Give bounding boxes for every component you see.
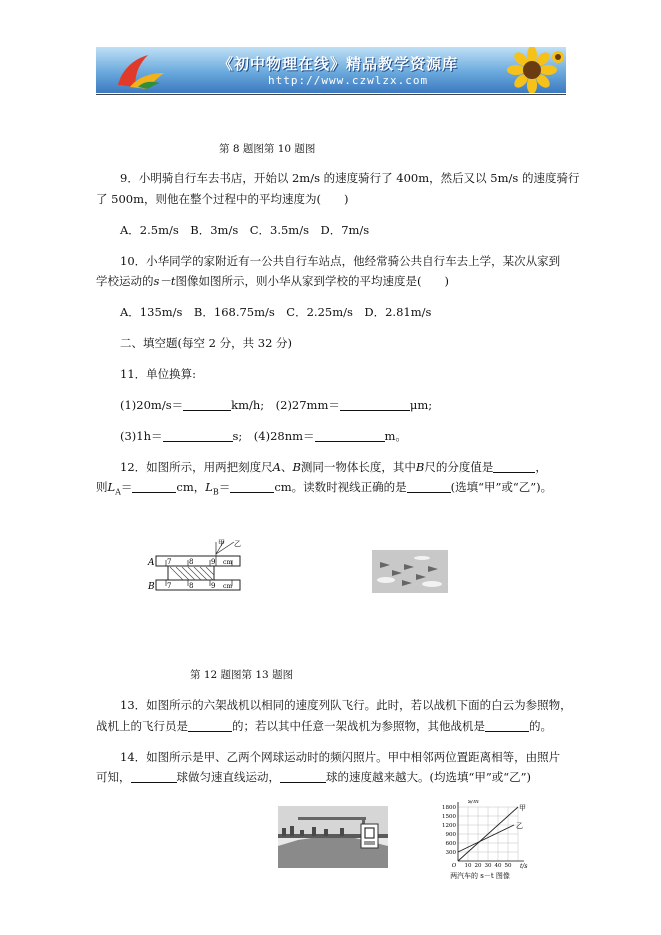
chart-xtick: 50	[504, 863, 512, 869]
answer-blank[interactable]	[131, 770, 177, 783]
q13-line2	[96, 718, 552, 734]
ruler-label-yi: 乙	[234, 540, 241, 548]
q10-line2-a: 学校运动的	[96, 274, 154, 288]
q12-l2-c: cm，	[176, 480, 206, 494]
answer-blank[interactable]	[183, 398, 231, 411]
sunflower-icon	[498, 47, 566, 93]
q12-l1-A: A	[272, 460, 281, 474]
ruler-label-jia: 甲	[218, 539, 225, 547]
series-yi-label: 乙	[516, 822, 523, 830]
answer-blank[interactable]	[340, 398, 410, 411]
q12-l2-a: 则	[96, 480, 108, 494]
answer-blank[interactable]	[163, 429, 233, 442]
q10-options: A．135m/s B．168.75m/s C．2.25m/s D．2.81m/s	[120, 305, 432, 319]
chart-xtick: 30	[484, 863, 492, 869]
ruler-tick-label: 8	[189, 558, 194, 566]
q11-row1	[120, 397, 432, 413]
answer-blank[interactable]	[188, 719, 232, 732]
chart-caption: 两汽车的 s－t 图像	[450, 872, 510, 880]
caption-fig8-10: 第 8 题图第 10 题图	[219, 143, 316, 155]
chart-xtick: 40	[494, 863, 502, 869]
q11-r2-b: s; (4)28nm＝	[232, 429, 315, 443]
logo-icon	[108, 51, 172, 91]
chart-ytick: 300	[445, 850, 456, 856]
chart-ytick: 900	[445, 832, 456, 838]
q10-line2-b: 图像如图所示，则小华从家到学校的平均速度是( )	[175, 274, 450, 288]
q14-line2	[96, 769, 531, 785]
q12-l1-d: ，	[535, 460, 547, 474]
fighter-jets-photo	[372, 550, 448, 593]
caption-fig12-13: 第 12 题图第 13 题图	[190, 669, 294, 681]
q12-l1-a: 12．如图所示，用两把刻度尺	[120, 460, 273, 474]
q12-line2	[96, 479, 552, 500]
chart-ylabel: s/m	[468, 800, 479, 805]
q12-L: L	[205, 480, 213, 494]
ruler-tick-label: 7	[167, 558, 172, 566]
ruler-tick-label: 9	[211, 582, 216, 590]
answer-blank[interactable]	[280, 770, 326, 783]
q11-title: 11．单位换算:	[120, 367, 197, 381]
ruler-label-a: A	[148, 558, 155, 568]
q12-l2-b: ＝	[120, 480, 133, 494]
chart-ytick: 600	[445, 841, 456, 847]
answer-blank[interactable]	[315, 429, 385, 442]
chart-ytick: 1500	[442, 814, 456, 820]
q11-r2-c: m。	[384, 429, 407, 443]
road-photo	[278, 806, 388, 868]
q9-options: A．2.5m/s B．3m/s C．3.5m/s D．7m/s	[120, 223, 370, 237]
q12-l2-f: (选填“甲”或“乙”)。	[450, 480, 553, 494]
chart-xlabel: t/s	[520, 863, 528, 870]
chart-xtick: 10	[464, 863, 472, 869]
q14-l2-c: 球的速度越来越大。(均选填“甲”或“乙”)	[326, 770, 531, 784]
ruler-label-b: B	[148, 582, 155, 592]
chart-ytick: 1800	[442, 805, 456, 811]
q10-variable-st: s－t	[153, 274, 176, 288]
series-jia-label: 甲	[519, 804, 526, 812]
q14-line1: 14．如图所示是甲、乙两个网球运动时的频闪照片。甲中相邻两位置距离相等，由照片	[120, 750, 561, 764]
q10-line1: 10．小华同学的家附近有一公共自行车站点，他经常骑公共自行车去上学，某次从家到	[120, 254, 561, 268]
q13-l2-b: 的；若以其中任意一架战机为参照物，其他战机是	[232, 719, 485, 733]
q12-l1-sep: 、	[280, 460, 293, 474]
answer-blank[interactable]	[407, 480, 451, 493]
q12-line1	[120, 459, 547, 475]
q12-l1-c: 尺的分度值是	[424, 460, 494, 474]
q13-l2-c: 的。	[529, 719, 552, 733]
answer-blank[interactable]	[132, 480, 176, 493]
chart-ytick: 1200	[442, 823, 456, 829]
q12-l2-d: ＝	[218, 480, 231, 494]
series-yi-line	[458, 825, 514, 852]
ruler-tick-label: 7	[167, 582, 172, 590]
q12-L: L	[107, 480, 116, 494]
q11-r2-a: (3)1h＝	[120, 429, 163, 443]
q13-l2-a: 战机上的飞行员是	[96, 719, 188, 733]
ruler-tick-label: cm	[223, 583, 233, 590]
q12-l1-B: B	[292, 460, 301, 474]
st-chart	[430, 800, 530, 882]
q14-l2-a: 可知，	[96, 770, 131, 784]
q9-line1: 9．小明骑自行车去书店，开始以 2m/s 的速度骑行了 400m，然后又以 5m/s 的速度骑行	[120, 171, 580, 185]
header-divider	[96, 94, 566, 95]
q12-sub-A: A	[115, 487, 121, 497]
q13-line1: 13．如图所示的六架战机以相同的速度列队飞行。此时，若以战机下面的白云为参照物，	[120, 698, 572, 712]
answer-blank[interactable]	[485, 719, 529, 732]
chart-xtick: O	[451, 863, 457, 869]
q12-l1-b: 测同一物体长度，其中	[300, 460, 416, 474]
q11-r1-b: km/h; (2)27mm＝	[231, 398, 340, 412]
header-title: 《初中物理在线》精品教学资源库	[218, 55, 459, 73]
ruler-tick-label: cm	[223, 559, 233, 566]
q11-row2	[120, 428, 407, 444]
answer-blank[interactable]	[230, 480, 274, 493]
q11-r1-a: (1)20m/s＝	[120, 398, 184, 412]
q12-l2-e: cm。读数时视线正确的是	[274, 480, 407, 494]
q11-r1-c: μm;	[409, 398, 433, 412]
ruler-tick-label: 8	[189, 582, 194, 590]
q10-line2	[96, 273, 449, 289]
q12-sub-B: B	[212, 487, 219, 497]
q14-l2-b: 球做匀速直线运动，	[176, 770, 280, 784]
q12-l1-B2: B	[415, 460, 425, 474]
header-url[interactable]: http://www.czwlzx.com	[268, 74, 429, 87]
answer-blank[interactable]	[493, 460, 535, 473]
header-banner	[96, 47, 566, 93]
section2-title: 二、填空题(每空 2 分，共 32 分)	[120, 336, 293, 350]
chart-xtick: 20	[474, 863, 482, 869]
q9-line2: 了 500m，则他在整个过程中的平均速度为( )	[96, 192, 349, 206]
ruler-figure	[146, 538, 246, 596]
ruler-tick-label: 9	[211, 558, 216, 566]
